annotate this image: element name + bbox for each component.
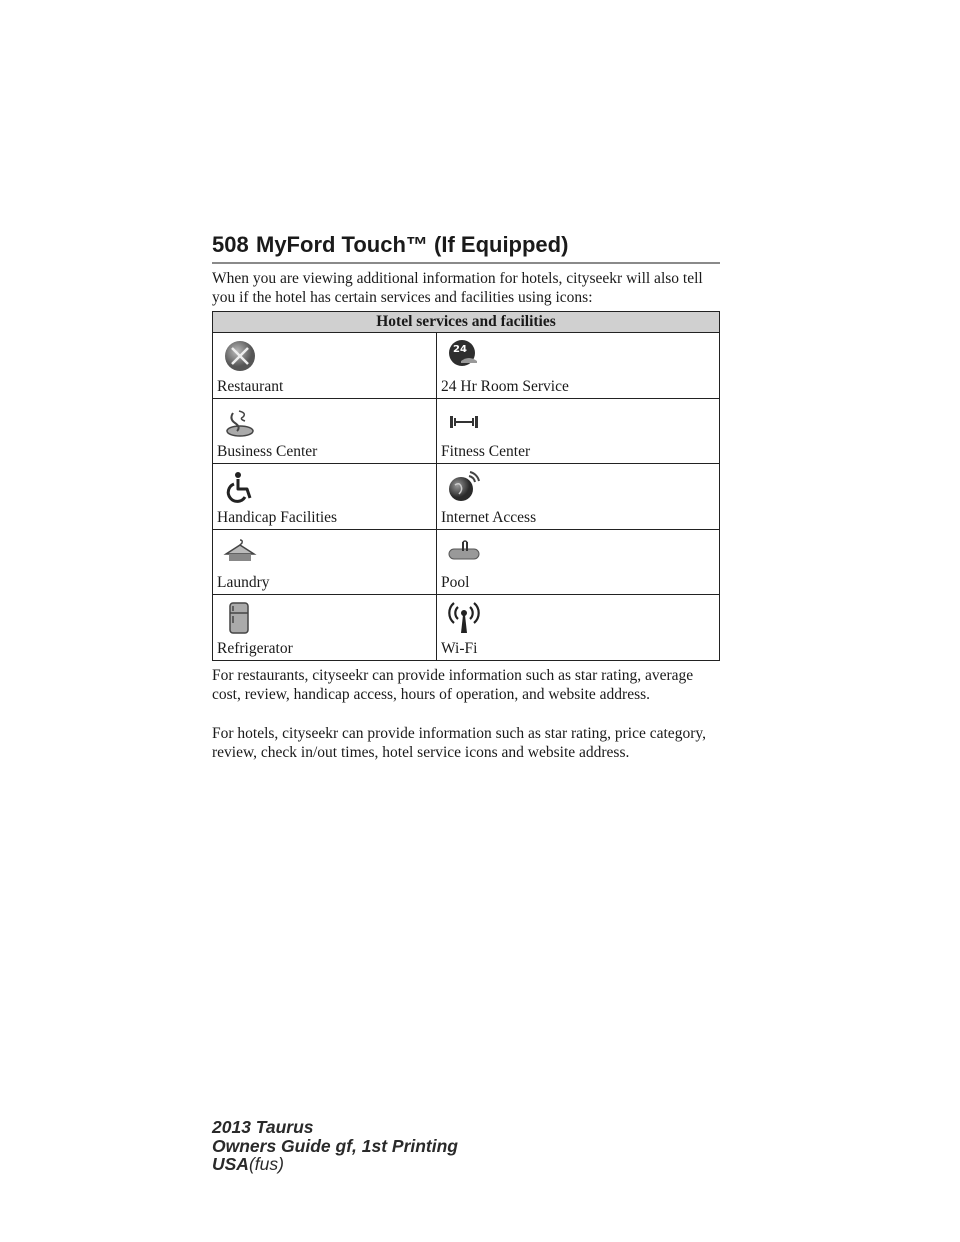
cell-label: 24 Hr Room Service	[441, 377, 569, 395]
footer-country: USA	[212, 1154, 249, 1174]
fitness-center-icon	[447, 405, 481, 439]
table-cell	[437, 399, 719, 464]
room-service-number: 24	[453, 344, 467, 355]
footer-model: 2013 Taurus	[212, 1117, 314, 1137]
table-row	[213, 595, 719, 660]
table-row	[213, 333, 719, 399]
table-cell	[213, 530, 437, 595]
table-row	[213, 530, 719, 596]
wifi-icon	[447, 601, 481, 635]
table-cell	[213, 333, 437, 398]
document-footer	[212, 1118, 458, 1174]
page-header	[212, 232, 720, 264]
cell-label: Restaurant	[217, 377, 284, 395]
room-service-24hr-icon	[447, 339, 481, 373]
restaurants-paragraph: For restaurants, cityseekr can provide information such as star rating, average cost, review, handicap access, hours of operation, and website address.	[212, 667, 694, 703]
table-cell	[213, 595, 437, 660]
cell-label: Laundry	[217, 574, 270, 591]
business-center-icon	[223, 405, 257, 439]
hotels-paragraph: For hotels, cityseekr can provide information such as star rating, price category, review, check in/out times, hotel service icons and website address.	[212, 725, 706, 761]
table-title: Hotel services and facilities	[213, 312, 719, 333]
pool-icon	[447, 536, 481, 570]
table-cell	[437, 595, 719, 660]
table-cell	[213, 464, 437, 529]
page-title: MyFord Touch™ (If Equipped)	[256, 232, 569, 257]
table-cell	[437, 530, 719, 595]
laundry-icon	[223, 536, 257, 570]
footer-region	[212, 1155, 458, 1174]
table-cell	[437, 333, 719, 398]
footer-code: (fus)	[248, 1154, 284, 1174]
table-row	[213, 399, 719, 465]
handicap-icon	[223, 470, 257, 504]
page-number: 508	[212, 232, 249, 257]
table-cell	[437, 464, 719, 529]
internet-access-icon	[447, 470, 481, 504]
intro-paragraph: When you are viewing additional information for hotels, cityseekr will also tell you if the hotel has certain services and facilities using icons:	[212, 270, 703, 306]
refrigerator-icon	[223, 601, 257, 635]
table-row	[213, 464, 719, 530]
restaurant-icon	[223, 339, 257, 373]
footer-guide: Owners Guide gf, 1st Printing	[212, 1135, 458, 1156]
cell-label: Handicap Facilities	[217, 508, 338, 526]
cell-label: Refrigerator	[217, 639, 293, 657]
cell-label: Pool	[441, 574, 470, 591]
cell-label: Fitness Center	[441, 443, 531, 460]
cell-label: Business Center	[217, 443, 318, 460]
hotel-services-table	[212, 311, 720, 661]
cell-label: Internet Access	[441, 508, 537, 526]
table-cell	[213, 399, 437, 464]
cell-label: Wi-Fi	[441, 639, 478, 657]
